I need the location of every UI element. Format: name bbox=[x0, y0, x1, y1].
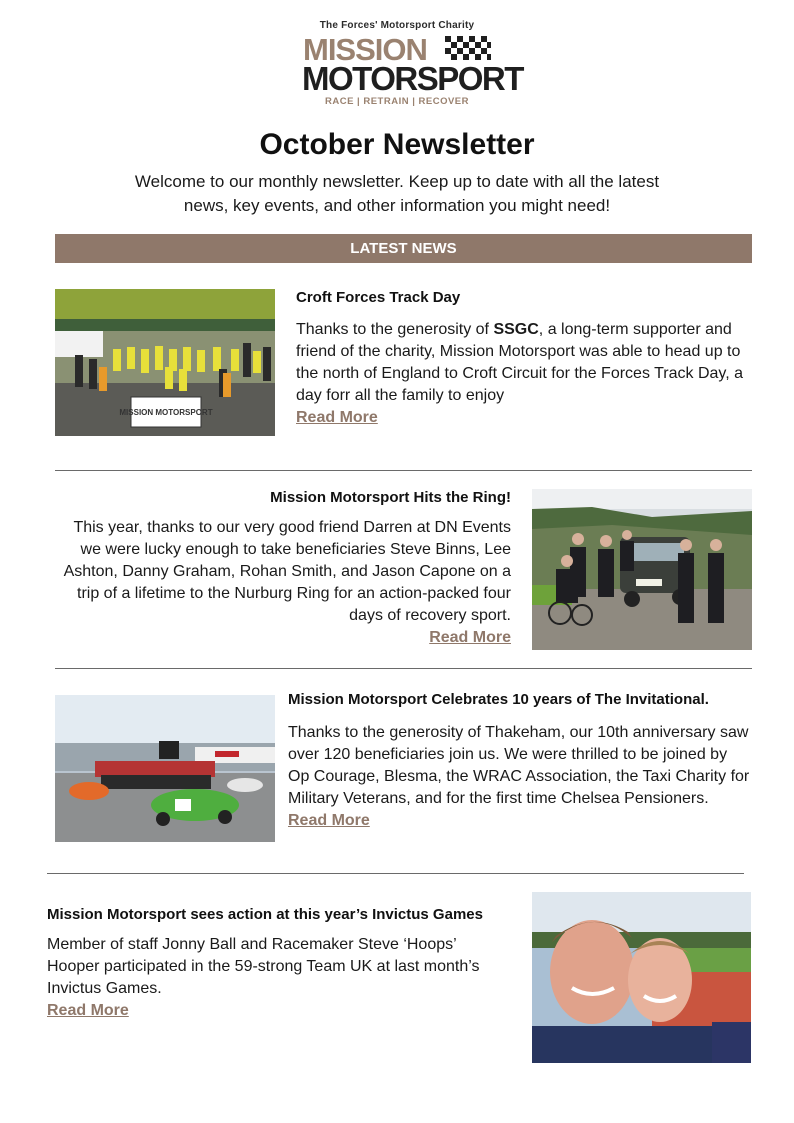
banner-sign-text: MISSION MOTORSPORT bbox=[119, 408, 213, 417]
article-4-read-more-link[interactable]: Read More bbox=[47, 1002, 129, 1019]
invictus-games-selfie-photo bbox=[532, 892, 751, 1063]
article-1-body-text: Thanks to the generosity of bbox=[296, 321, 494, 338]
article-3-title: Mission Motorsport Celebrates 10 years of The Invitational. bbox=[288, 691, 709, 708]
article-1-body-text-cont: , a long-term supporter and friend of the charity, Mission Motorsport was able to head up to the north of England to Croft Circuit for the Forces Track Day, a day forr all the family to enjoy bbox=[296, 321, 744, 404]
nurburgring-group-photo bbox=[532, 489, 752, 650]
article-divider bbox=[47, 873, 744, 874]
article-2-title: Mission Motorsport Hits the Ring! bbox=[270, 489, 511, 506]
sponsor-name: SSGC bbox=[493, 321, 539, 338]
mission-motorsport-logo bbox=[297, 14, 523, 114]
croft-track-day-photo bbox=[55, 289, 275, 436]
article-2-read-more-link[interactable]: Read More bbox=[429, 629, 511, 646]
article-3-body-text: Thanks to the generosity of Thakeham, our 10th anniversary saw over 120 beneficiaries join us. We were thrilled to be joined by Op Courage, Blesma, the WRAC Association, the Taxi Charity for Military Veterans, and for the first time Chelsea Pensioners. bbox=[288, 724, 750, 807]
article-1-title: Croft Forces Track Day bbox=[296, 289, 461, 306]
logo-word-motorsport: MOTORSPORT bbox=[302, 60, 523, 97]
article-2-body-text: This year, thanks to our very good friend Darren at DN Events we were lucky enough to take beneficiaries Steve Binns, Lee Ashton, Danny Graham, Rohan Smith, and Jason Capone on a trip of a lifetime to the Nurburg Ring for an action-packed four days of recovery sport. bbox=[63, 519, 511, 624]
article-divider bbox=[55, 470, 752, 471]
intro-text: Welcome to our monthly newsletter. Keep up to date with all the latest news, key events, and other information you might need! bbox=[134, 172, 660, 215]
article-4-body bbox=[47, 934, 507, 1022]
article-3-read-more-link[interactable]: Read More bbox=[288, 812, 370, 829]
article-4-body-text: Member of staff Jonny Ball and Racemaker Steve ‘Hoops’ Hooper participated in the 59-strong Team UK at last month’s Invictus Games. bbox=[47, 936, 480, 997]
article-4-title: Mission Motorsport sees action at this year’s Invictus Games bbox=[47, 906, 483, 923]
logo-tagline: The Forces' Motorsport Charity bbox=[319, 20, 475, 31]
article-3-body bbox=[288, 722, 752, 832]
latest-news-banner: LATEST NEWS bbox=[55, 234, 752, 263]
page-title: October Newsletter bbox=[259, 128, 535, 161]
article-2-body bbox=[55, 517, 511, 649]
logo-subtitle: RACE | RETRAIN | RECOVER bbox=[325, 96, 469, 107]
article-1-read-more-link[interactable]: Read More bbox=[296, 409, 378, 426]
article-divider bbox=[55, 668, 752, 669]
article-1-body bbox=[296, 319, 752, 429]
logo-word-mission: MISSION bbox=[303, 32, 427, 67]
invitational-anniversary-photo bbox=[55, 695, 275, 842]
